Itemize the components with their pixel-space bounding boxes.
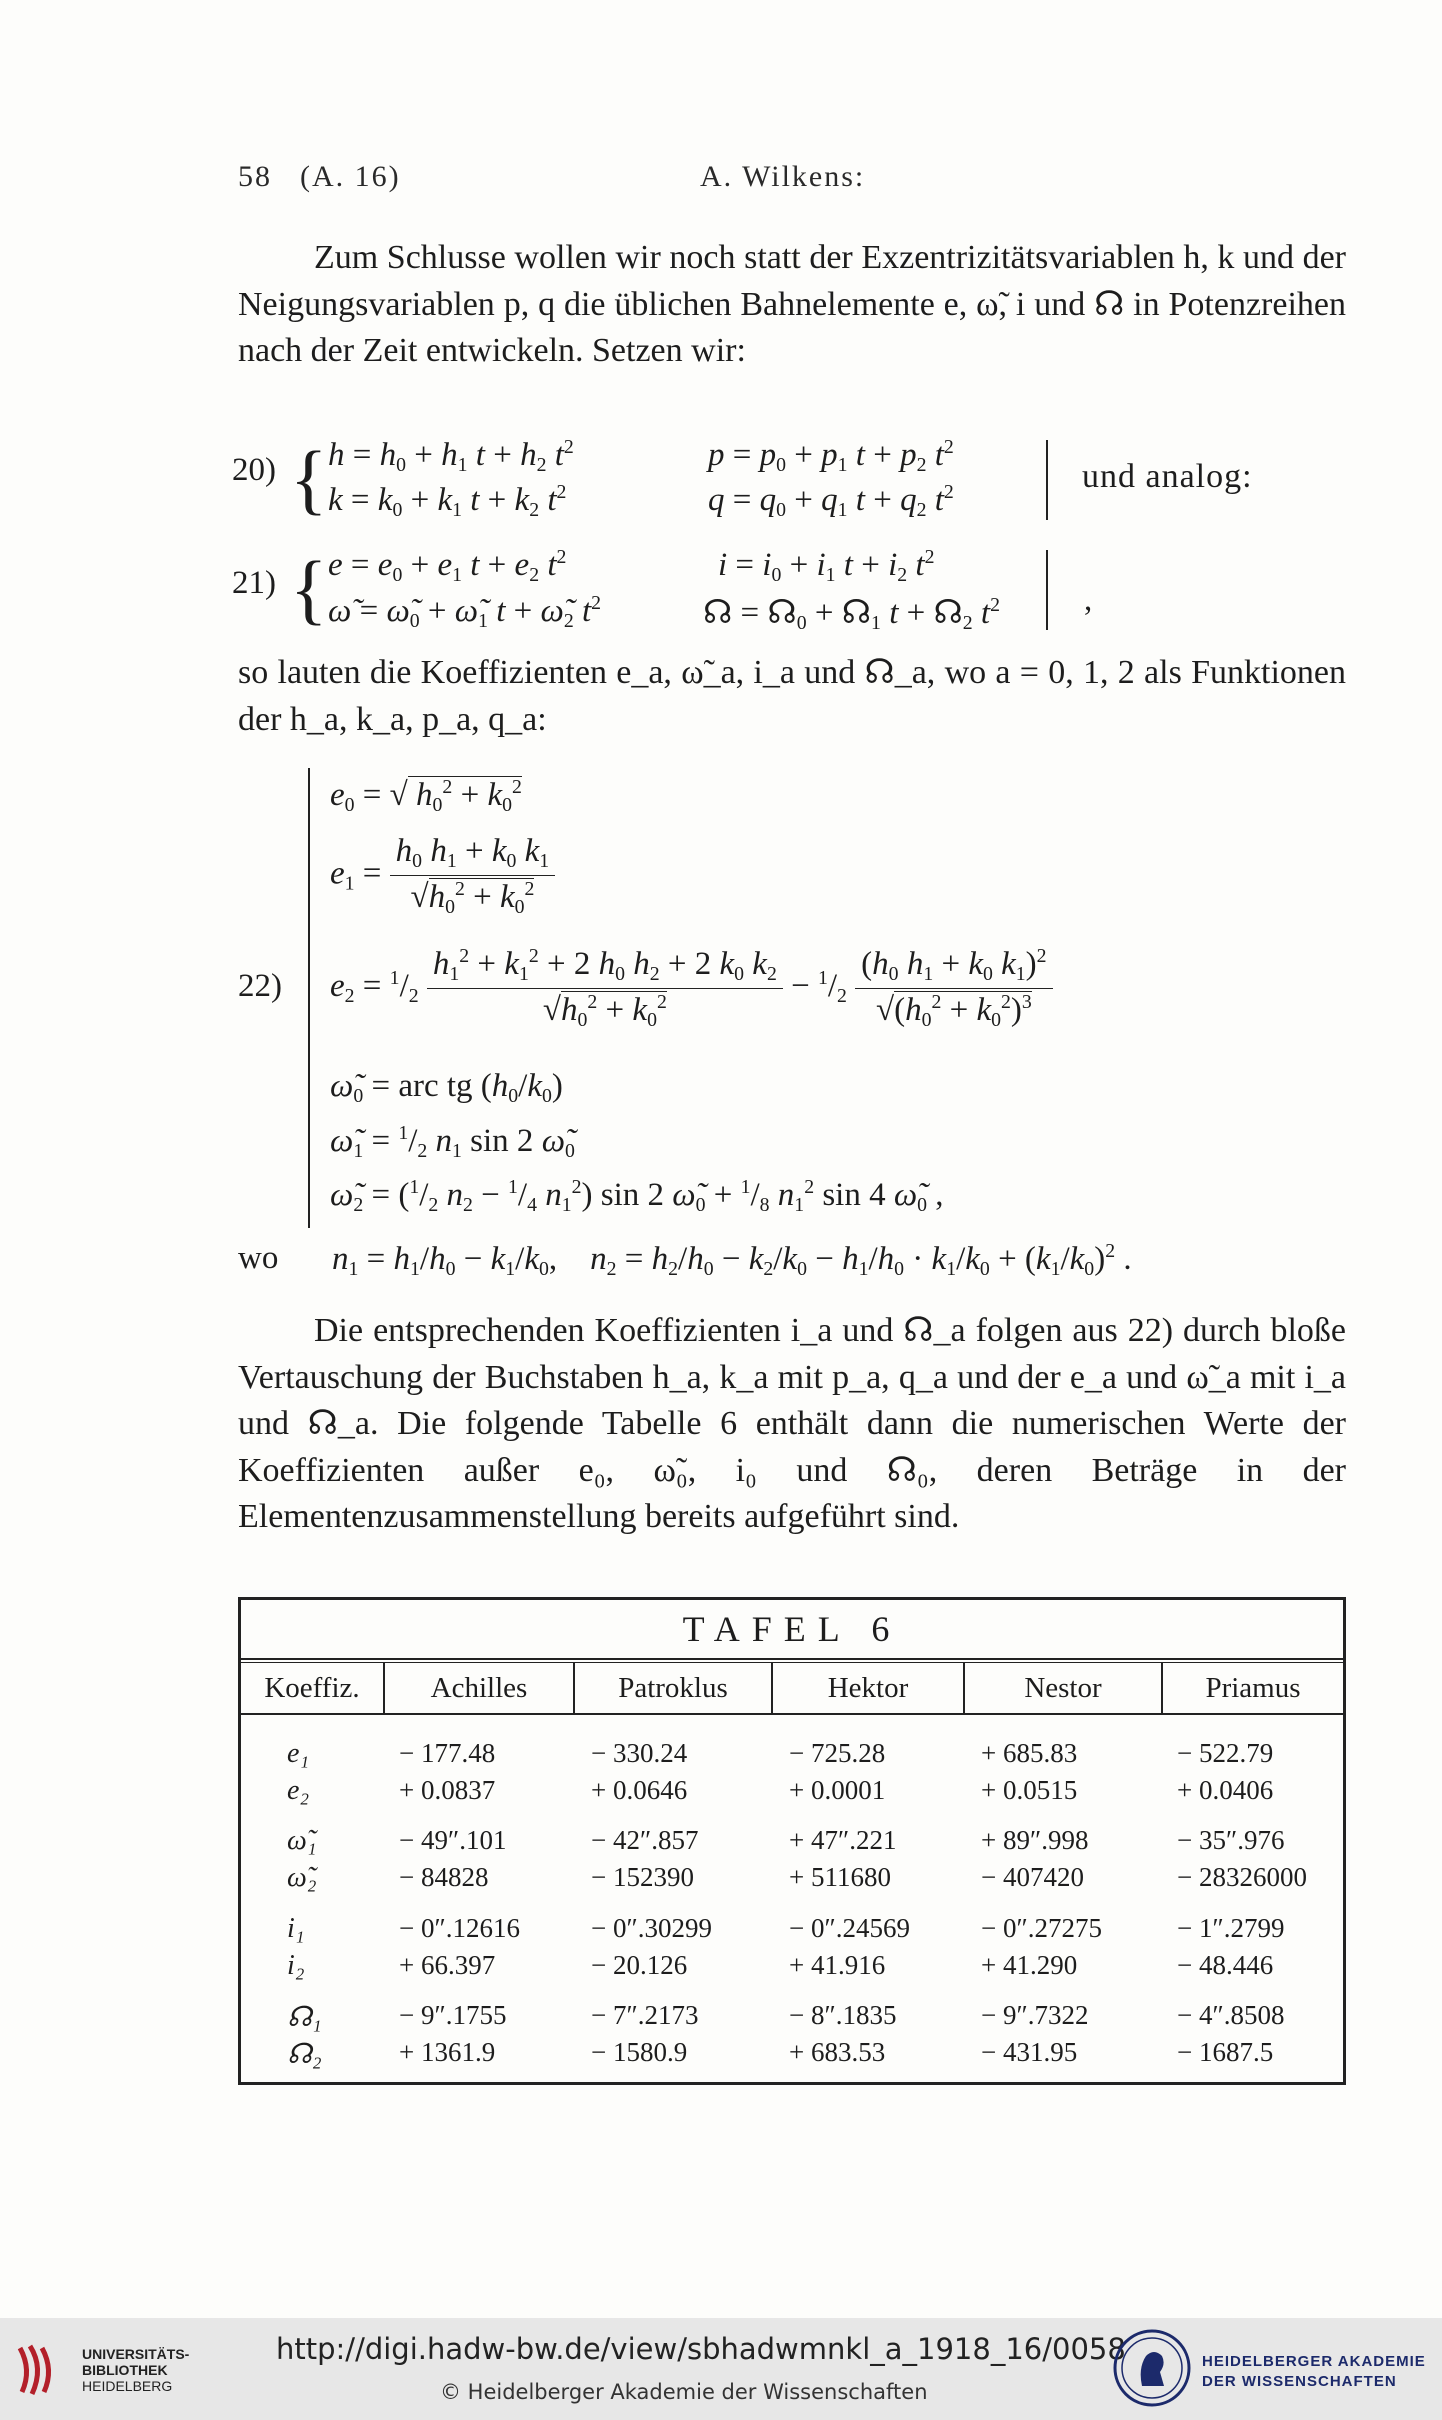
row-label-e1: e₁	[287, 1738, 310, 1769]
table-cell: − 0″.12616	[399, 1913, 520, 1943]
table-cell: − 42″.857	[591, 1825, 699, 1855]
page-number: 58	[238, 160, 272, 193]
header-achilles: Achilles	[430, 1672, 528, 1704]
copyright-text: © Heidelberger Akademie der Wissenschaften	[440, 2380, 928, 2404]
row-label-i1: i₁	[287, 1913, 305, 1944]
header-priamus: Priamus	[1205, 1672, 1301, 1704]
eq20-k: $k = k_0 + k_1$ $t + k_2$ $t^2$	[328, 481, 567, 521]
header-hektor: Hektor	[827, 1672, 909, 1704]
table-cell: − 35″.976	[1177, 1825, 1285, 1855]
eq20-label: 20)	[232, 452, 276, 488]
table-cell: + 41.916	[789, 1950, 886, 1980]
eq-n-definitions: $n_1 = h_1/h_0 - k_1/k_0$, $n_2 = h_2/h_0 - k_2/k_0 - h_1/h_0 \cdot k_1/k_0 + (k_1/k_0)^2$ .	[332, 1240, 1132, 1280]
table-cell: − 431.95	[981, 2037, 1078, 2067]
table-cell: + 0.0406	[1177, 1775, 1274, 1805]
row-label-node1: ☊₁	[287, 2002, 322, 2033]
library-line: UNIVERSITÄTS-	[82, 2346, 190, 2362]
eq22-omega0: $\omegã_0$ = arc tg $(h_0/k_0)$	[330, 1068, 563, 1107]
table-cell: + 66.397	[399, 1950, 496, 1980]
table-cell: + 0.0646	[591, 1775, 688, 1805]
library-line: BIBLIOTHEK	[82, 2362, 168, 2378]
table-divider	[383, 1662, 385, 1714]
table-cell: − 84828	[399, 1862, 489, 1892]
eq20-q: $q = q_0 + q_1$ $t + q_2$ $t^2$	[708, 481, 954, 521]
row-label-e2: e₂	[287, 1775, 310, 1806]
eq22-omega2: $\omegã_2 = (^1/_2$ $n_2 - ^1/_4$ $n_1^2$) sin 2 $\omegã_0 + ^1/_8$ $n_1^2$ sin 4 $\omegã_0$ ,	[330, 1176, 944, 1216]
coefficient-paragraph: so lauten die Koeffizienten e_a, ω̃_a, i_a und ☊_a, wo a = 0, 1, 2 als Funktionen der h_a, k_a, p_a, q_a:	[238, 654, 1346, 738]
eq22-e2: $e_2 = ^1/_2$ $\frac{h_1^2 + k_1^2 + 2 h_0 h_2 + 2 k_0 k_2}{√h_0^2 + k_0^2}$ − $^1/_2$ $\frac{(h_0 h_1 + k_0 k_1)^2}{√(h_0^2 + k_0^2)^3}$	[330, 945, 1053, 1032]
library-name	[82, 2346, 189, 2394]
row-label-node2: ☊₂	[287, 2039, 322, 2070]
table-divider	[573, 1662, 575, 1714]
intro-paragraph: Zum Schlusse wollen wir noch statt der Exzentrizitätsvariablen h, k und der Neigungsvariablen p, q die üblichen Bahnelemente e, ω̃, i und ☊ in Potenzreihen nach der Zeit entwickeln. Setzen wir:	[238, 239, 1346, 369]
table-cell: + 685.83	[981, 1738, 1078, 1768]
academy-line: DER WISSENSCHAFTEN	[1202, 2373, 1397, 2390]
table-title: TAFEL 6	[241, 1600, 1343, 1660]
eq20-right-bar	[1046, 440, 1048, 520]
academy-line: HEIDELBERGER AKADEMIE	[1202, 2353, 1426, 2370]
footer-bar	[0, 2318, 1442, 2420]
table-divider	[1161, 1662, 1163, 1714]
eq22-bracket-line	[308, 768, 310, 1228]
table-cell: − 0″.27275	[981, 1913, 1102, 1943]
academy-name	[1202, 2352, 1426, 2392]
eq21-i: $i = i_0 + i_1$ $t + i_2$ $t^2$	[718, 546, 935, 586]
eq20-h: $h = h_0 + h_1$ $t + h_2$ $t^2$	[328, 436, 574, 476]
eq21-brace: {	[290, 545, 328, 632]
table-cell: − 177.48	[399, 1738, 496, 1768]
running-head-author: A. Wilkens:	[700, 160, 866, 193]
row-label-omega1: ω̃₁	[287, 1825, 317, 1856]
page-reference: (A. 16)	[300, 160, 401, 193]
table-cell: − 0″.24569	[789, 1913, 910, 1943]
header-patroklus: Patroklus	[618, 1672, 728, 1704]
table-cell: + 47″.221	[789, 1825, 897, 1855]
table-cell: − 4″.8508	[1177, 2000, 1285, 2030]
tafel-6-table	[238, 1597, 1346, 2085]
table-cell: + 1361.9	[399, 2037, 496, 2067]
table-cell: − 7″.2173	[591, 2000, 699, 2030]
table-cell: + 41.290	[981, 1950, 1078, 1980]
library-line: HEIDELBERG	[82, 2378, 173, 2394]
source-url-link[interactable]: http://digi.hadw-bw.de/view/sbhadwmnkl_a_1918_16/0058	[276, 2332, 1126, 2366]
table-divider	[963, 1662, 965, 1714]
table-divider	[771, 1662, 773, 1714]
table-cell: − 1″.2799	[1177, 1913, 1285, 1943]
table-cell: + 683.53	[789, 2037, 886, 2067]
table-header-row	[241, 1662, 1343, 1715]
table-cell: − 49″.101	[399, 1825, 507, 1855]
table-cell: − 330.24	[591, 1738, 688, 1768]
eq21-e: $e = e_0 + e_1$ $t + e_2$ $t^2$	[328, 546, 567, 586]
eq22-e0: $e_0$ = √ $h_0^2 + k_0^2$	[330, 776, 522, 816]
eq22-omega1: $\omegã_1 = ^1/_2$ $n_1$ sin 2 $\omegã_0$	[330, 1122, 575, 1162]
header-koeffiz: Koeffiz.	[264, 1672, 360, 1704]
table-cell: − 28326000	[1177, 1862, 1307, 1892]
table-cell: − 1580.9	[591, 2037, 688, 2067]
eq21-omega: ω̃ = $\omegã_0$ + $\omegã_1$ $t + \omegã_2$ $t^2$	[328, 592, 602, 632]
university-library-logo-icon	[14, 2340, 72, 2398]
eq21-comma: ,	[1084, 582, 1093, 618]
table-cell: − 9″.1755	[399, 2000, 507, 2030]
academy-seal-icon	[1112, 2328, 1192, 2408]
table-cell: − 8″.1835	[789, 2000, 897, 2030]
table-cell: − 0″.30299	[591, 1913, 712, 1943]
row-label-omega2: ω̃₂	[287, 1862, 317, 1893]
table-cell: − 20.126	[591, 1950, 688, 1980]
table-cell: + 0.0837	[399, 1775, 496, 1805]
und-analog: und analog:	[1082, 458, 1253, 495]
table-cell: − 152390	[591, 1862, 694, 1892]
second-paragraph: Die entsprechenden Koeffizienten i_a und ☊_a folgen aus 22) durch bloße Vertauschung der Buchstaben h_a, k_a mit p_a, q_a und der e_a und ω̃_a mit i_a und ☊_a. Die folgende Tabelle 6 enthält dann die numerischen Werte der Koeffizienten außer e₀, ω̃₀, i₀ und ☊₀, deren Beträge in der Elementenzusammenstellung bereits aufgeführt sind.	[238, 1312, 1346, 1535]
table-cell: + 89″.998	[981, 1825, 1089, 1855]
table-cell: − 1687.5	[1177, 2037, 1274, 2067]
row-label-i2: i₂	[287, 1950, 305, 1981]
table-cell: − 725.28	[789, 1738, 886, 1768]
eq20-p: $p = p_0 + p_1$ $t + p_2$ $t^2$	[708, 436, 954, 476]
table-cell: − 48.446	[1177, 1950, 1274, 1980]
table-cell: − 522.79	[1177, 1738, 1274, 1768]
table-cell: − 407420	[981, 1862, 1084, 1892]
table-cell: − 9″.7322	[981, 2000, 1089, 2030]
eq21-label: 21)	[232, 565, 276, 601]
table-cell: + 511680	[789, 1862, 891, 1892]
eq22-e1: $e_1$ = $\frac{h_0 h_1 + k_0 k_1}{√h_0^2 + k_0^2}$	[330, 833, 555, 919]
wo-label: wo	[238, 1240, 279, 1276]
header-nestor: Nestor	[1024, 1672, 1102, 1704]
table-cell: + 0.0001	[789, 1775, 886, 1805]
eq22-label: 22)	[238, 968, 282, 1004]
eq21-node: ☊ = $☊_0$ + $☊_1$ $t + ☊_2$ $t^2$	[703, 594, 1000, 634]
eq20-brace: {	[290, 435, 328, 522]
table-cell: + 0.0515	[981, 1775, 1078, 1805]
eq21-right-bar	[1046, 550, 1048, 630]
